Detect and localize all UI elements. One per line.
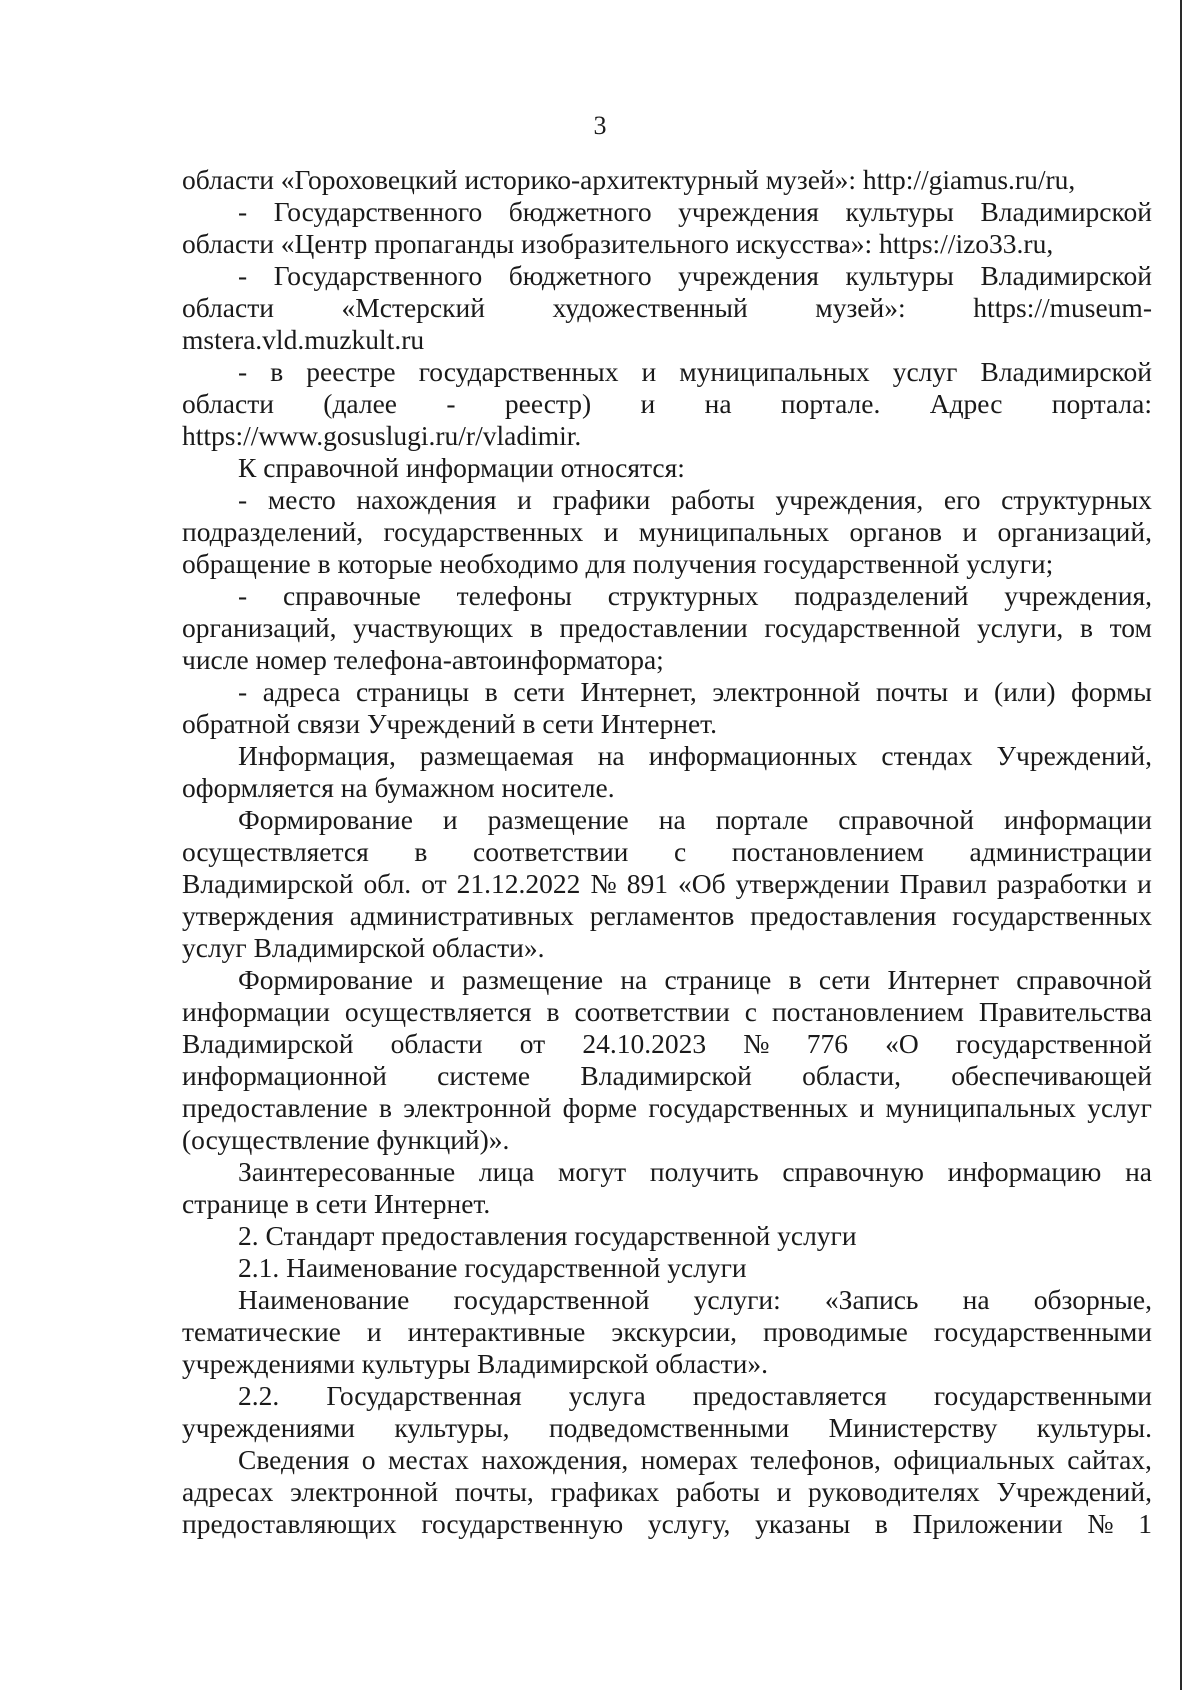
text-segment: участвующих	[353, 612, 514, 643]
text-segment: услуги,	[977, 612, 1064, 643]
text-line	[182, 612, 1152, 644]
text-segment: портале.	[780, 388, 881, 419]
text-segment: услуг Владимирской области».	[182, 932, 545, 963]
text-segment: форме	[562, 1092, 638, 1123]
text-segment: предоставлении	[559, 612, 748, 643]
text-line	[182, 932, 1152, 964]
text-segment: культуры,	[394, 1412, 510, 1443]
text-line	[182, 548, 1152, 580]
text-segment: нахождения,	[481, 1444, 629, 1475]
text-segment: предоставления	[750, 900, 937, 931]
text-segment: страницы	[355, 676, 470, 707]
text-segment: услугу,	[647, 1508, 731, 1539]
text-segment: и	[640, 388, 656, 419]
text-segment: на	[620, 964, 648, 995]
text-segment: экскурсии,	[611, 1316, 738, 1347]
text-segment: 2. Стандарт предоставления государственной услуги	[238, 1220, 857, 1251]
text-segment: 1	[1138, 1508, 1152, 1539]
text-segment: №	[743, 1028, 770, 1059]
text-segment: о	[361, 1444, 376, 1475]
text-segment: официальных	[893, 1444, 1055, 1475]
text-segment: 776	[806, 1028, 848, 1059]
text-segment: учреждения	[678, 196, 819, 227]
text-segment: государственных	[383, 516, 584, 547]
text-segment: Сведения	[238, 1444, 350, 1475]
page-number: 3	[593, 111, 607, 140]
text-segment: 24.10.2023	[582, 1028, 707, 1059]
text-segment: сайтах,	[1067, 1444, 1152, 1475]
text-segment: формы	[1071, 676, 1152, 707]
text-segment: 891	[626, 868, 668, 899]
text-segment: Приложении	[912, 1508, 1063, 1539]
text-segment: регламентов	[589, 900, 735, 931]
text-segment: Интернет	[887, 964, 1000, 995]
text-line	[182, 1316, 1152, 1348]
text-line	[182, 1476, 1152, 1508]
text-segment: осуществляется	[344, 996, 532, 1027]
text-segment: на	[1125, 1156, 1152, 1187]
text-segment: могут	[558, 1156, 627, 1187]
text-segment: и	[776, 1476, 792, 1507]
text-line	[182, 1188, 1152, 1220]
text-segment: -	[238, 356, 248, 387]
text-segment: услуг	[1087, 1092, 1152, 1123]
text-segment: -	[238, 580, 248, 611]
text-segment: на	[704, 388, 732, 419]
text-line	[182, 996, 1152, 1028]
text-line	[182, 772, 1152, 804]
text-segment: Государственного	[273, 260, 483, 291]
text-segment: государственных	[952, 900, 1152, 931]
text-segment: учреждения,	[1004, 580, 1152, 611]
text-segment: в	[414, 836, 428, 867]
text-segment: оформляется на бумажном носителе.	[182, 772, 615, 803]
text-segment: «Запись	[824, 1284, 919, 1315]
text-segment: предоставляется	[692, 1380, 887, 1411]
text-segment: «О	[885, 1028, 919, 1059]
text-segment: с	[674, 836, 687, 867]
text-segment: лица	[478, 1156, 535, 1187]
text-segment: интерактивные	[407, 1316, 586, 1347]
text-segment: государственных	[648, 1092, 849, 1123]
text-segment: 21.12.2022	[456, 868, 581, 899]
text-line	[182, 1412, 1152, 1444]
text-segment: -	[238, 196, 248, 227]
text-segment: соответствии	[574, 996, 730, 1027]
text-line	[182, 420, 1152, 452]
text-segment: справочной	[838, 804, 975, 835]
text-segment: и	[517, 484, 532, 515]
text-segment: в	[379, 1092, 392, 1123]
text-line	[182, 1028, 1152, 1060]
text-segment: муниципальных	[885, 1092, 1076, 1123]
text-line	[182, 1060, 1152, 1092]
text-segment: обзорные,	[1033, 1284, 1152, 1315]
text-segment: работы	[671, 484, 755, 515]
text-segment: и	[366, 1316, 382, 1347]
text-segment: проводимые	[763, 1316, 908, 1347]
text-line	[182, 260, 1152, 292]
text-segment: https://museum-	[973, 292, 1152, 323]
text-segment: его	[943, 484, 981, 515]
text-segment: (или)	[994, 676, 1056, 707]
text-segment: «Об	[678, 868, 726, 899]
text-segment: Владимирской	[182, 1028, 354, 1059]
text-line	[182, 1124, 1152, 1156]
text-segment: в	[270, 356, 284, 387]
text-segment: указаны	[755, 1508, 851, 1539]
text-segment: информационных	[648, 740, 858, 771]
text-segment: организаций,	[182, 612, 337, 643]
text-segment: получить	[649, 1156, 759, 1187]
text-line	[182, 356, 1152, 388]
text-segment: области «Гороховецкий историко-архитектурный музей»: http://giamus.ru/ru,	[182, 164, 1076, 195]
text-segment: структурных	[607, 580, 759, 611]
text-segment: местах	[388, 1444, 469, 1475]
document-body	[182, 164, 1152, 1540]
text-segment: числе номер телефона-автоинформатора;	[182, 644, 664, 675]
text-segment: адресах	[182, 1476, 274, 1507]
text-segment: №	[1087, 1508, 1114, 1539]
text-segment: учреждения	[678, 260, 819, 291]
text-line	[182, 900, 1152, 932]
text-segment: справочной	[1016, 964, 1152, 995]
text-segment: обл.	[363, 868, 412, 899]
text-segment: администрации	[969, 836, 1152, 867]
text-segment: в	[529, 612, 543, 643]
text-line	[182, 1444, 1152, 1476]
text-segment: электронной	[403, 1092, 552, 1123]
text-segment: Владимирской	[580, 1060, 752, 1091]
text-line	[182, 644, 1152, 676]
text-line	[182, 196, 1152, 228]
text-segment: утверждении	[735, 868, 890, 899]
text-segment: в	[484, 676, 498, 707]
text-segment: электронной	[712, 676, 861, 707]
text-segment: и	[430, 964, 445, 995]
text-line	[182, 1156, 1152, 1188]
text-segment: Владимирской	[980, 196, 1152, 227]
text-segment: и	[859, 1092, 875, 1123]
text-segment: почты,	[454, 1476, 534, 1507]
text-segment: Владимирской	[980, 356, 1152, 387]
text-segment: от	[519, 1028, 546, 1059]
text-segment: услуг	[892, 356, 958, 387]
text-segment: К справочной информации относятся:	[238, 452, 685, 483]
text-segment: Заинтересованные	[238, 1156, 456, 1187]
text-segment: разработки	[996, 868, 1128, 899]
text-segment: Наименование	[238, 1284, 410, 1315]
text-line	[182, 1220, 1152, 1252]
text-segment: культуры.	[1036, 1412, 1152, 1443]
text-segment: тематические	[182, 1316, 341, 1347]
text-line	[182, 1092, 1152, 1124]
text-segment: стендах	[881, 740, 973, 771]
text-segment: 2.1. Наименование государственной услуги	[238, 1252, 747, 1283]
text-segment: государственной	[453, 1284, 650, 1315]
text-segment: Формирование	[238, 804, 413, 835]
text-segment: в	[874, 1508, 888, 1539]
text-segment: и	[641, 356, 657, 387]
text-segment: место	[267, 484, 336, 515]
text-segment: подразделений,	[182, 516, 364, 547]
text-line	[182, 228, 1152, 260]
text-line	[182, 1380, 1152, 1412]
text-segment: телефоны	[456, 580, 572, 611]
text-segment: государственными	[933, 1316, 1152, 1347]
text-segment: том	[1109, 612, 1152, 643]
text-segment: и	[1137, 868, 1152, 899]
text-segment: постановлением	[731, 836, 924, 867]
text-segment: и	[963, 676, 979, 707]
text-line	[182, 836, 1152, 868]
text-segment: учреждениями культуры Владимирской области».	[182, 1348, 768, 1379]
text-segment: области,	[802, 1060, 901, 1091]
text-segment: бюджетного	[508, 196, 652, 227]
text-line	[182, 1508, 1152, 1540]
text-segment: системе	[437, 1060, 531, 1091]
text-segment: почты	[875, 676, 949, 707]
text-segment: области	[182, 292, 274, 323]
text-segment: в	[788, 964, 802, 995]
text-segment: услуга	[568, 1380, 646, 1411]
text-segment: муниципальных	[638, 516, 830, 547]
text-segment: портала:	[1051, 388, 1152, 419]
text-segment: бюджетного	[508, 260, 652, 291]
text-segment: утверждения	[182, 900, 334, 931]
text-segment: Государственного	[273, 196, 483, 227]
text-line	[182, 1348, 1152, 1380]
text-segment: Министерству	[828, 1412, 998, 1443]
text-segment: Учреждений,	[996, 740, 1152, 771]
text-segment: и	[603, 516, 619, 547]
text-segment: «Мстерский	[341, 292, 485, 323]
text-segment: -	[238, 676, 248, 707]
text-segment: в	[546, 996, 560, 1027]
text-segment: графики	[552, 484, 651, 515]
text-segment: обратной связи Учреждений в сети Интернет.	[182, 708, 717, 739]
text-segment: учреждениями	[182, 1412, 355, 1443]
text-segment: государственной	[955, 1028, 1152, 1059]
page-edge-line	[1180, 0, 1182, 1690]
text-segment: на	[597, 740, 625, 771]
text-segment: электронной	[290, 1476, 439, 1507]
text-line	[182, 964, 1152, 996]
text-segment: справочные	[282, 580, 421, 611]
text-segment: муниципальных	[679, 356, 870, 387]
text-line	[182, 676, 1152, 708]
text-segment: постановлением	[771, 996, 964, 1027]
text-segment: графиках	[550, 1476, 660, 1507]
text-segment: №	[590, 868, 617, 899]
text-segment: подразделений	[794, 580, 969, 611]
text-segment: предоставление	[182, 1092, 368, 1123]
text-segment: реестре	[306, 356, 396, 387]
text-segment: номерах	[640, 1444, 738, 1475]
text-segment: от	[421, 868, 447, 899]
text-segment: услуги:	[693, 1284, 781, 1315]
text-segment: Формирование	[238, 964, 413, 995]
text-segment: соответствии	[473, 836, 629, 867]
text-line	[182, 708, 1152, 740]
text-segment: Правительства	[978, 996, 1152, 1027]
text-segment: размещение	[487, 804, 629, 835]
text-segment: адреса	[262, 676, 341, 707]
text-line	[182, 484, 1152, 516]
text-segment: портале	[715, 804, 809, 835]
text-segment: (осуществление функций)».	[182, 1124, 510, 1155]
text-line	[182, 164, 1152, 196]
text-line	[182, 324, 1152, 356]
text-segment: реестр)	[504, 388, 592, 419]
text-segment: mstera.vld.muzkult.ru	[182, 324, 425, 355]
text-segment: на	[962, 1284, 990, 1315]
text-segment: подведомственными	[548, 1412, 790, 1443]
text-segment: сети	[818, 964, 871, 995]
text-segment: государственными	[933, 1380, 1152, 1411]
text-line	[182, 452, 1152, 484]
text-line	[182, 804, 1152, 836]
text-segment: государственных	[418, 356, 619, 387]
text-segment: руководителях	[808, 1476, 980, 1507]
text-segment: -	[238, 484, 248, 515]
text-segment: информационной	[182, 1060, 387, 1091]
text-segment: государственной	[764, 612, 961, 643]
text-segment: размещение	[462, 964, 604, 995]
text-segment: художественный	[552, 292, 748, 323]
text-segment: с	[744, 996, 758, 1027]
text-segment: сети	[513, 676, 565, 707]
text-segment: Государственная	[326, 1380, 522, 1411]
text-line	[182, 388, 1152, 420]
text-segment: и	[962, 516, 978, 547]
text-line	[182, 1284, 1152, 1316]
text-segment: области «Центр пропаганды изобразительного искусства»: https://izo33.ru,	[182, 228, 1054, 259]
text-segment: структурных	[1001, 484, 1152, 515]
text-line	[182, 292, 1152, 324]
text-segment: (далее	[323, 388, 398, 419]
text-segment: на	[658, 804, 686, 835]
text-segment: государственную	[421, 1508, 624, 1539]
text-line	[182, 868, 1152, 900]
text-segment: телефонов,	[750, 1444, 881, 1475]
text-segment: Учреждений,	[996, 1476, 1152, 1507]
text-line	[182, 740, 1152, 772]
text-segment: информации	[182, 996, 330, 1027]
text-segment: предоставляющих	[182, 1508, 397, 1539]
text-segment: нахождения	[356, 484, 497, 515]
text-segment: в	[1079, 612, 1093, 643]
text-segment: административных	[349, 900, 574, 931]
text-line	[182, 516, 1152, 548]
text-segment: Владимирской	[182, 868, 354, 899]
text-segment: Правил	[899, 868, 987, 899]
text-segment: осуществляется	[182, 836, 369, 867]
text-segment: учреждения,	[775, 484, 924, 515]
text-segment: и	[442, 804, 458, 835]
text-segment: органов	[849, 516, 942, 547]
text-line	[182, 580, 1152, 612]
text-segment: организаций,	[997, 516, 1152, 547]
text-segment: музей»:	[815, 292, 906, 323]
text-segment: странице	[664, 964, 772, 995]
text-segment: https://www.gosuslugi.ru/r/vladimir.	[182, 420, 582, 451]
text-segment: странице в сети Интернет.	[182, 1188, 491, 1219]
text-segment: культуры	[845, 260, 954, 291]
text-segment: культуры	[845, 196, 954, 227]
text-segment: обращение в которые необходимо для получения государственной услуги;	[182, 548, 1054, 579]
text-segment: Владимирской	[980, 260, 1152, 291]
text-segment: информацию	[947, 1156, 1102, 1187]
text-segment: работы	[675, 1476, 760, 1507]
text-segment: обеспечивающей	[951, 1060, 1152, 1091]
text-line	[182, 1252, 1152, 1284]
text-segment: Адрес	[929, 388, 1003, 419]
text-segment: 2.2.	[238, 1380, 280, 1411]
text-segment: справочную	[782, 1156, 924, 1187]
text-segment: информации	[1004, 804, 1152, 835]
text-segment: области	[390, 1028, 483, 1059]
text-segment: размещаемая	[419, 740, 574, 771]
text-segment: -	[446, 388, 456, 419]
text-segment: Интернет,	[580, 676, 697, 707]
text-segment: -	[238, 260, 248, 291]
text-segment: Информация,	[238, 740, 396, 771]
text-segment: области	[182, 388, 274, 419]
